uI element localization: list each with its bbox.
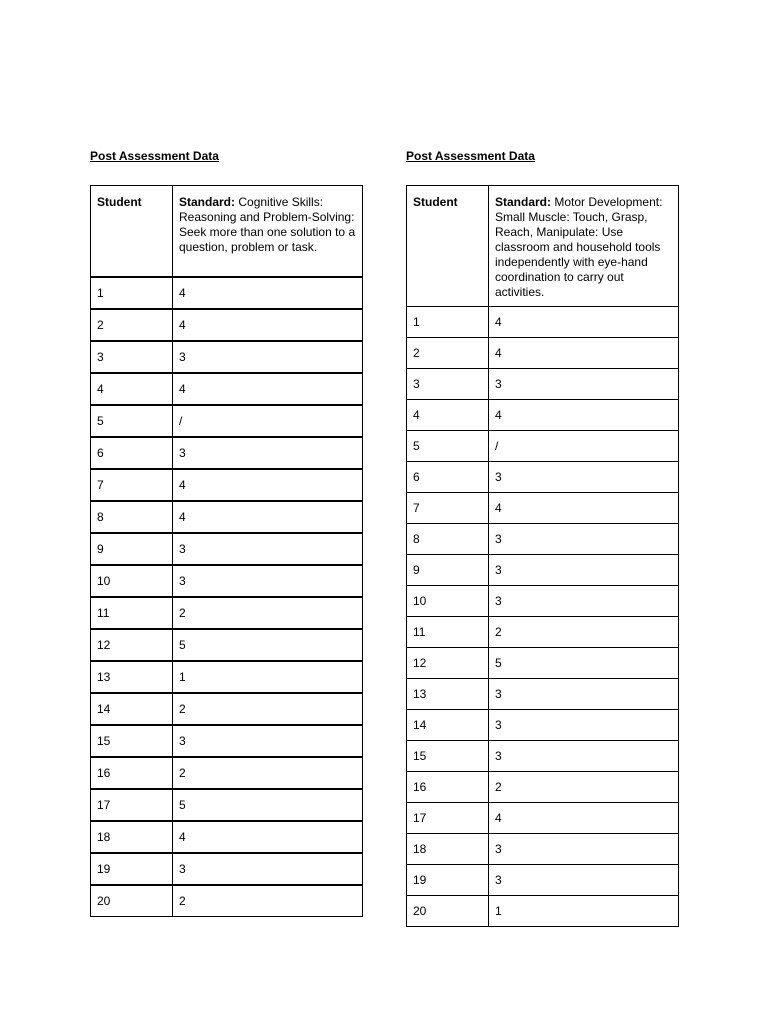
table-row: [91, 725, 363, 757]
score-cell: 2: [173, 597, 363, 629]
student-number-cell: 3: [407, 369, 489, 400]
table-row: [407, 772, 679, 803]
table-body: [91, 186, 363, 917]
table-row: [91, 373, 363, 405]
student-number-cell: 8: [91, 501, 173, 533]
section-title: Post Assessment Data: [90, 149, 219, 163]
post-assessment-section-cognitive: [90, 148, 356, 908]
standard-text: Cognitive Skills: Reasoning and Problem-Solving: Seek more than one solution to a question, problem or task.: [179, 195, 356, 254]
student-number-cell: 2: [91, 309, 173, 341]
score-cell: 4: [173, 501, 363, 533]
score-cell: 5: [173, 629, 363, 661]
table-row: [91, 661, 363, 693]
table-row: [407, 834, 679, 865]
score-cell: 4: [173, 821, 363, 853]
table-row: [407, 648, 679, 679]
student-number-cell: 7: [91, 469, 173, 501]
student-number-cell: 5: [91, 405, 173, 437]
score-cell: 3: [489, 586, 679, 617]
table-row: [91, 437, 363, 469]
section-title: Post Assessment Data: [406, 149, 535, 163]
header-student: [91, 186, 173, 278]
table-row: [91, 821, 363, 853]
score-cell: 5: [173, 789, 363, 821]
standard-text: Motor Development: Small Muscle: Touch, Grasp, Reach, Manipulate: Use classroom and household tools independently with eye-hand coordination to carry out activities.: [495, 195, 663, 299]
table-row: [91, 789, 363, 821]
score-cell: 4: [173, 373, 363, 405]
table-row: [407, 617, 679, 648]
table-header-row: [407, 186, 679, 307]
student-number-cell: 16: [407, 772, 489, 803]
standard-label: Standard:: [179, 195, 236, 209]
standard-label: Standard:: [495, 195, 552, 209]
score-cell: 3: [173, 533, 363, 565]
student-number-cell: 18: [407, 834, 489, 865]
score-cell: 3: [489, 865, 679, 896]
table-row: [407, 493, 679, 524]
table-row: [91, 853, 363, 885]
score-cell: 3: [489, 524, 679, 555]
post-assessment-section-motor: [406, 148, 663, 918]
table-row: [407, 400, 679, 431]
assessment-table-motor: [406, 185, 679, 927]
score-cell: 4: [489, 338, 679, 369]
header-standard: [173, 186, 363, 278]
header-student-label: Student: [413, 195, 458, 209]
student-number-cell: 6: [91, 437, 173, 469]
score-cell: 3: [489, 369, 679, 400]
score-cell: 3: [173, 853, 363, 885]
score-cell: 2: [489, 772, 679, 803]
table-row: [91, 309, 363, 341]
table-row: [407, 369, 679, 400]
score-cell: 3: [489, 462, 679, 493]
score-cell: 4: [173, 469, 363, 501]
student-number-cell: 12: [91, 629, 173, 661]
table-row: [91, 565, 363, 597]
table-row: [91, 629, 363, 661]
table-row: [91, 405, 363, 437]
table-row: [91, 469, 363, 501]
score-cell: 3: [489, 555, 679, 586]
student-number-cell: 20: [407, 896, 489, 927]
student-number-cell: 1: [91, 277, 173, 309]
table-row: [91, 693, 363, 725]
student-number-cell: 4: [407, 400, 489, 431]
student-number-cell: 4: [91, 373, 173, 405]
table-row: [407, 555, 679, 586]
student-number-cell: 11: [407, 617, 489, 648]
table-row: [407, 865, 679, 896]
table-row: [407, 524, 679, 555]
score-cell: 3: [173, 341, 363, 373]
student-number-cell: 11: [91, 597, 173, 629]
score-cell: 3: [489, 679, 679, 710]
score-cell: 3: [489, 710, 679, 741]
score-cell: 4: [489, 400, 679, 431]
score-cell: 1: [489, 896, 679, 927]
student-number-cell: 17: [407, 803, 489, 834]
table-row: [407, 462, 679, 493]
table-row: [91, 501, 363, 533]
table-row: [407, 741, 679, 772]
student-number-cell: 10: [91, 565, 173, 597]
student-number-cell: 1: [407, 307, 489, 338]
student-number-cell: 9: [407, 555, 489, 586]
score-cell: 5: [489, 648, 679, 679]
student-number-cell: 6: [407, 462, 489, 493]
student-number-cell: 19: [407, 865, 489, 896]
student-number-cell: 20: [91, 885, 173, 917]
student-number-cell: 9: [91, 533, 173, 565]
student-number-cell: 19: [91, 853, 173, 885]
table-row: [407, 710, 679, 741]
score-cell: 3: [173, 565, 363, 597]
student-number-cell: 13: [407, 679, 489, 710]
table-row: [91, 533, 363, 565]
student-number-cell: 15: [91, 725, 173, 757]
score-cell: 2: [173, 693, 363, 725]
table-row: [407, 896, 679, 927]
student-number-cell: 12: [407, 648, 489, 679]
header-standard: [489, 186, 679, 307]
score-cell: 2: [489, 617, 679, 648]
student-number-cell: 10: [407, 586, 489, 617]
table-row: [91, 597, 363, 629]
table-row: [407, 586, 679, 617]
score-cell: 4: [173, 277, 363, 309]
score-cell: 3: [489, 834, 679, 865]
score-cell: /: [489, 431, 679, 462]
score-cell: 4: [489, 803, 679, 834]
student-number-cell: 3: [91, 341, 173, 373]
student-number-cell: 16: [91, 757, 173, 789]
student-number-cell: 17: [91, 789, 173, 821]
table-row: [91, 885, 363, 917]
table-row: [407, 431, 679, 462]
header-student: [407, 186, 489, 307]
score-cell: 4: [489, 493, 679, 524]
table-row: [407, 338, 679, 369]
student-number-cell: 2: [407, 338, 489, 369]
score-cell: 4: [489, 307, 679, 338]
table-row: [407, 679, 679, 710]
table-row: [91, 341, 363, 373]
header-student-label: Student: [97, 195, 142, 209]
table-row: [407, 307, 679, 338]
student-number-cell: 14: [91, 693, 173, 725]
score-cell: 3: [489, 741, 679, 772]
table-header-row: [91, 186, 363, 278]
score-cell: 3: [173, 437, 363, 469]
student-number-cell: 13: [91, 661, 173, 693]
table-body: [407, 186, 679, 927]
student-number-cell: 5: [407, 431, 489, 462]
table-row: [407, 803, 679, 834]
score-cell: /: [173, 405, 363, 437]
student-number-cell: 14: [407, 710, 489, 741]
score-cell: 2: [173, 757, 363, 789]
score-cell: 2: [173, 885, 363, 917]
table-row: [91, 757, 363, 789]
student-number-cell: 7: [407, 493, 489, 524]
score-cell: 3: [173, 725, 363, 757]
student-number-cell: 18: [91, 821, 173, 853]
score-cell: 1: [173, 661, 363, 693]
student-number-cell: 15: [407, 741, 489, 772]
assessment-table-cognitive: [90, 185, 363, 917]
table-row: [91, 277, 363, 309]
score-cell: 4: [173, 309, 363, 341]
student-number-cell: 8: [407, 524, 489, 555]
